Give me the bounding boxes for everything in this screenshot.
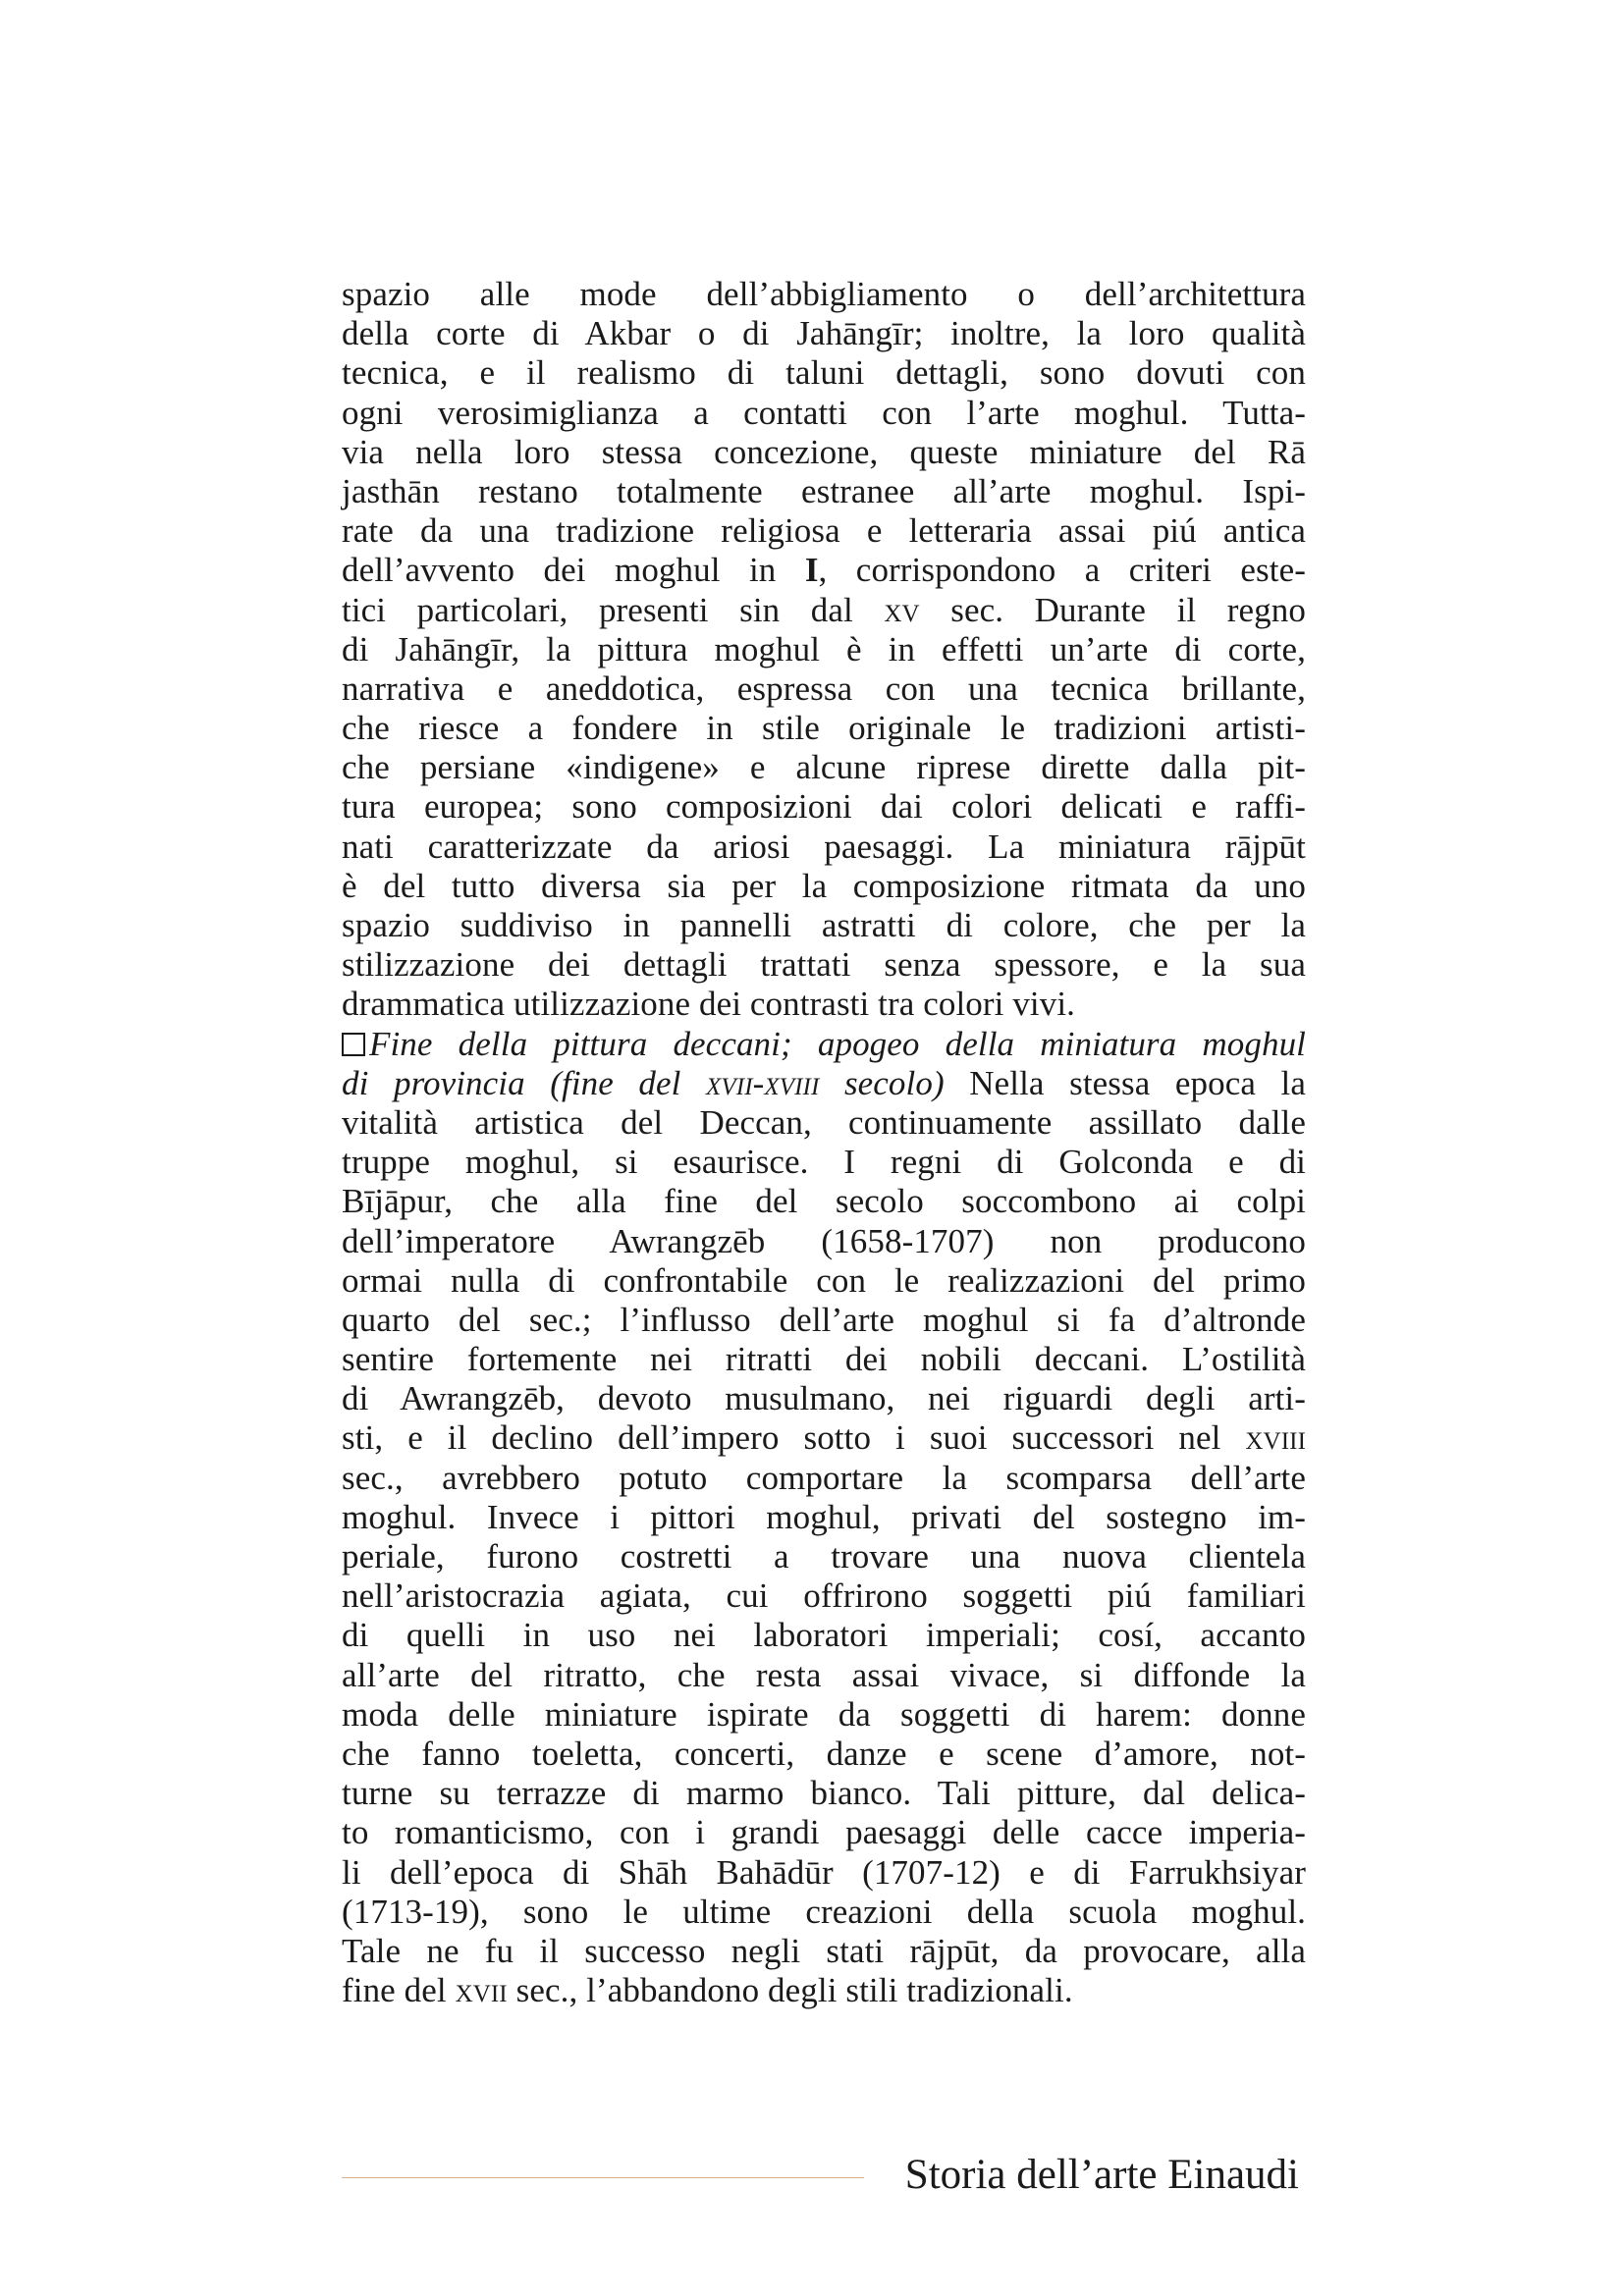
text-line: di quelli in uso nei laboratori imperiali; cosí, accanto	[342, 1616, 1306, 1655]
text-line: che persiane «indigene» e alcune riprese dirette dalla pit-	[342, 748, 1306, 787]
text-line: tecnica, e il realismo di taluni dettagli, sono dovuti con	[342, 353, 1306, 393]
section-heading: Fine della pittura deccani; apogeo della miniatura moghul	[369, 1024, 1306, 1063]
text-line: della corte di Akbar o di Jahāngīr; inoltre, la loro qualità	[342, 314, 1306, 353]
century-numeral: xvii	[455, 1971, 508, 2010]
text-line: vitalità artistica del Deccan, continuamente assillato dalle	[342, 1102, 1306, 1142]
text-line: nell’aristocrazia agiata, cui offrirono soggetti piú familiari	[342, 1576, 1306, 1616]
text-line: (1713-19), sono le ultime creazioni della scuola moghul.	[342, 1892, 1306, 1931]
text-line: Tale ne fu il successo negli stati rājpūt, da provocare, alla	[342, 1931, 1306, 1970]
text-line: jasthān restano totalmente estranee all’arte moghul. Ispi-	[342, 471, 1306, 510]
text-run: sec. Durante il regno	[919, 590, 1306, 629]
text-line: sec., avrebbero potuto comportare la scomparsa dell’arte	[342, 1458, 1306, 1497]
text-line: che fanno toeletta, concerti, danze e scene d’amore, not-	[342, 1734, 1306, 1773]
text-line: sentire fortemente nei ritratti dei nobili deccani. L’ostilità	[342, 1340, 1306, 1379]
text-line: spazio alle mode dell’abbigliamento o dell’architettura	[342, 275, 1306, 313]
text-line: ormai nulla di confrontabile con le realizzazioni del primo	[342, 1260, 1306, 1300]
text-line	[342, 1064, 1306, 1103]
text-line: spazio suddiviso in pannelli astratti di colore, che per la	[342, 906, 1306, 944]
text-line: stilizzazione dei dettagli trattati senza spessore, e la sua	[342, 945, 1306, 985]
text-line: via nella loro stessa concezione, queste miniature del Rā	[342, 432, 1306, 471]
century-numeral: xviii	[1245, 1418, 1306, 1458]
text-run: fine del	[342, 1971, 456, 2010]
text-line	[342, 591, 1306, 630]
text-run: Nella stessa epoca la	[944, 1063, 1306, 1102]
century-numeral: xvii-xviii	[706, 1063, 820, 1102]
section-heading: secolo)	[819, 1063, 945, 1102]
text-line: ogni verosimiglianza a contatti con l’arte moghul. Tutta-	[342, 393, 1306, 432]
body-text	[342, 275, 1306, 2010]
footer-publication-title: Storia dell’arte Einaudi	[904, 2152, 1299, 2198]
text-line: moda delle miniature ispirate da soggetti di harem: donne	[342, 1694, 1306, 1734]
section-box-icon	[342, 1033, 365, 1056]
text-line: periale, furono costretti a trovare una nuova clientela	[342, 1537, 1306, 1575]
text-run: dell’avvento dei moghul in	[342, 551, 805, 590]
text-line: moghul. Invece i pittori moghul, privati del sostegno im-	[342, 1497, 1306, 1536]
text-run: sec., l’abbandono degli stili tradizionali.	[507, 1971, 1073, 2010]
century-numeral: xv	[884, 590, 920, 629]
text-line: narrativa e aneddotica, espressa con una tecnica brillante,	[342, 668, 1306, 708]
text-line: all’arte del ritratto, che resta assai vivace, si diffonde la	[342, 1655, 1306, 1694]
text-line: di Awrangzēb, devoto musulmano, nei riguardi degli arti-	[342, 1379, 1306, 1418]
text-line: dell’imperatore Awrangzēb (1658-1707) non producono	[342, 1221, 1306, 1260]
text-line: è del tutto diversa sia per la composizione ritmata da uno	[342, 866, 1306, 905]
section-heading-line	[342, 1025, 1306, 1064]
text-line	[342, 1971, 1306, 2010]
text-line	[342, 551, 1306, 590]
text-line: nati caratterizzate da ariosi paesaggi. La miniatura rājpūt	[342, 827, 1306, 866]
footer-divider	[342, 2177, 864, 2178]
text-line: che riesce a fondere in stile originale le tradizioni artisti-	[342, 709, 1306, 748]
text-run: , corrispondono a criteri este-	[818, 551, 1306, 590]
section-heading: di provincia (fine del	[342, 1063, 707, 1102]
text-line: di Jahāngīr, la pittura moghul è in effetti un’arte di corte,	[342, 629, 1306, 668]
text-line: quarto del sec.; l’influsso dell’arte moghul si fa d’altronde	[342, 1300, 1306, 1339]
text-line: li dell’epoca di Shāh Bahādūr (1707-12) e di Farrukhsiyar	[342, 1852, 1306, 1892]
text-line: drammatica utilizzazione dei contrasti tra colori vivi.	[342, 985, 1076, 1024]
text-line: to romanticismo, con i grandi paesaggi delle cacce imperia-	[342, 1813, 1306, 1852]
text-run: sti, e il declino dell’impero sotto i suoi successori nel	[342, 1418, 1246, 1458]
text-line: tura europea; sono composizioni dai colori delicati e raffi-	[342, 787, 1306, 827]
text-line: truppe moghul, si esaurisce. I regni di Golconda e di	[342, 1143, 1306, 1182]
text-line	[342, 1418, 1306, 1458]
text-line: Bījāpur, che alla fine del secolo soccombono ai colpi	[342, 1182, 1306, 1221]
text-run: tici particolari, presenti sin dal	[342, 590, 885, 629]
volume-reference: I	[804, 551, 819, 590]
text-line: turne su terrazze di marmo bianco. Tali pitture, dal delica-	[342, 1774, 1306, 1813]
text-line: rate da una tradizione religiosa e letteraria assai piú antica	[342, 511, 1306, 551]
